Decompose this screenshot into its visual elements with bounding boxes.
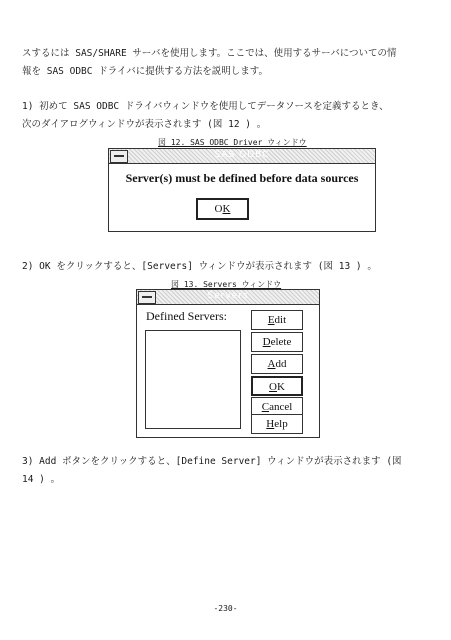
ok-label: K <box>277 381 285 393</box>
intro-line-2: 報を SAS ODBC ドライバに提供する方法を説明します。 <box>22 66 268 77</box>
ok-button[interactable] <box>196 198 249 220</box>
dialog-message: Server(s) must be defined before data sources <box>125 171 359 185</box>
add-mnemonic: A <box>267 358 276 370</box>
ok-label-pre: O <box>214 203 223 215</box>
defined-servers-list[interactable] <box>145 330 241 429</box>
ok-mnemonic: O <box>269 381 277 393</box>
add-button[interactable] <box>251 354 303 374</box>
dialog-titlebar <box>109 149 375 164</box>
step1-line-2: 次のダイアログウィンドウが表示されます (図 12 ) 。 <box>22 119 267 130</box>
servers-titlebar <box>137 290 319 305</box>
delete-label: elete <box>270 336 292 348</box>
figure12-caption: 図 12. SAS ODBC Driver ウィンドウ <box>158 138 307 147</box>
sas-odbc-driver-dialog <box>108 148 376 232</box>
servers-window <box>136 289 320 438</box>
figure13-caption: 図 13. Servers ウィンドウ <box>171 280 282 289</box>
help-mnemonic: H <box>266 418 275 430</box>
delete-mnemonic: D <box>262 336 271 348</box>
step1-line-1: 1) 初めて SAS ODBC ドライバウィンドウを使用してデータソースを定義するとき、 <box>22 101 389 112</box>
intro-line-1: スするには SAS/SHARE サーバを使用します。ここでは、使用するサーバについての情 <box>22 48 397 59</box>
step3-line-1: 3) Add ボタンをクリックすると、[Define Server] ウィンドウが表示されます (図 <box>22 456 402 467</box>
cancel-mnemonic: C <box>261 401 270 413</box>
edit-mnemonic: E <box>267 314 275 326</box>
edit-label: dit <box>274 314 287 326</box>
add-label: dd <box>275 358 287 370</box>
page-number: -230- <box>213 604 238 613</box>
edit-button[interactable] <box>251 310 303 330</box>
dialog-title: SAS ODBC <box>214 150 270 160</box>
ok-mnemonic: K <box>222 203 231 215</box>
servers-title: Servers <box>207 291 249 301</box>
delete-button[interactable] <box>251 332 303 352</box>
defined-servers-label: Defined Servers: <box>146 309 227 323</box>
step3-line-2: 14 ) 。 <box>22 474 61 485</box>
help-label: elp <box>274 418 288 430</box>
ok-button[interactable] <box>251 376 303 396</box>
help-button[interactable] <box>251 414 303 434</box>
step2-line: 2) OK をクリックすると、[Servers] ウィンドウが表示されます (図 13 ) 。 <box>22 261 377 272</box>
cancel-label: ancel <box>269 401 293 413</box>
